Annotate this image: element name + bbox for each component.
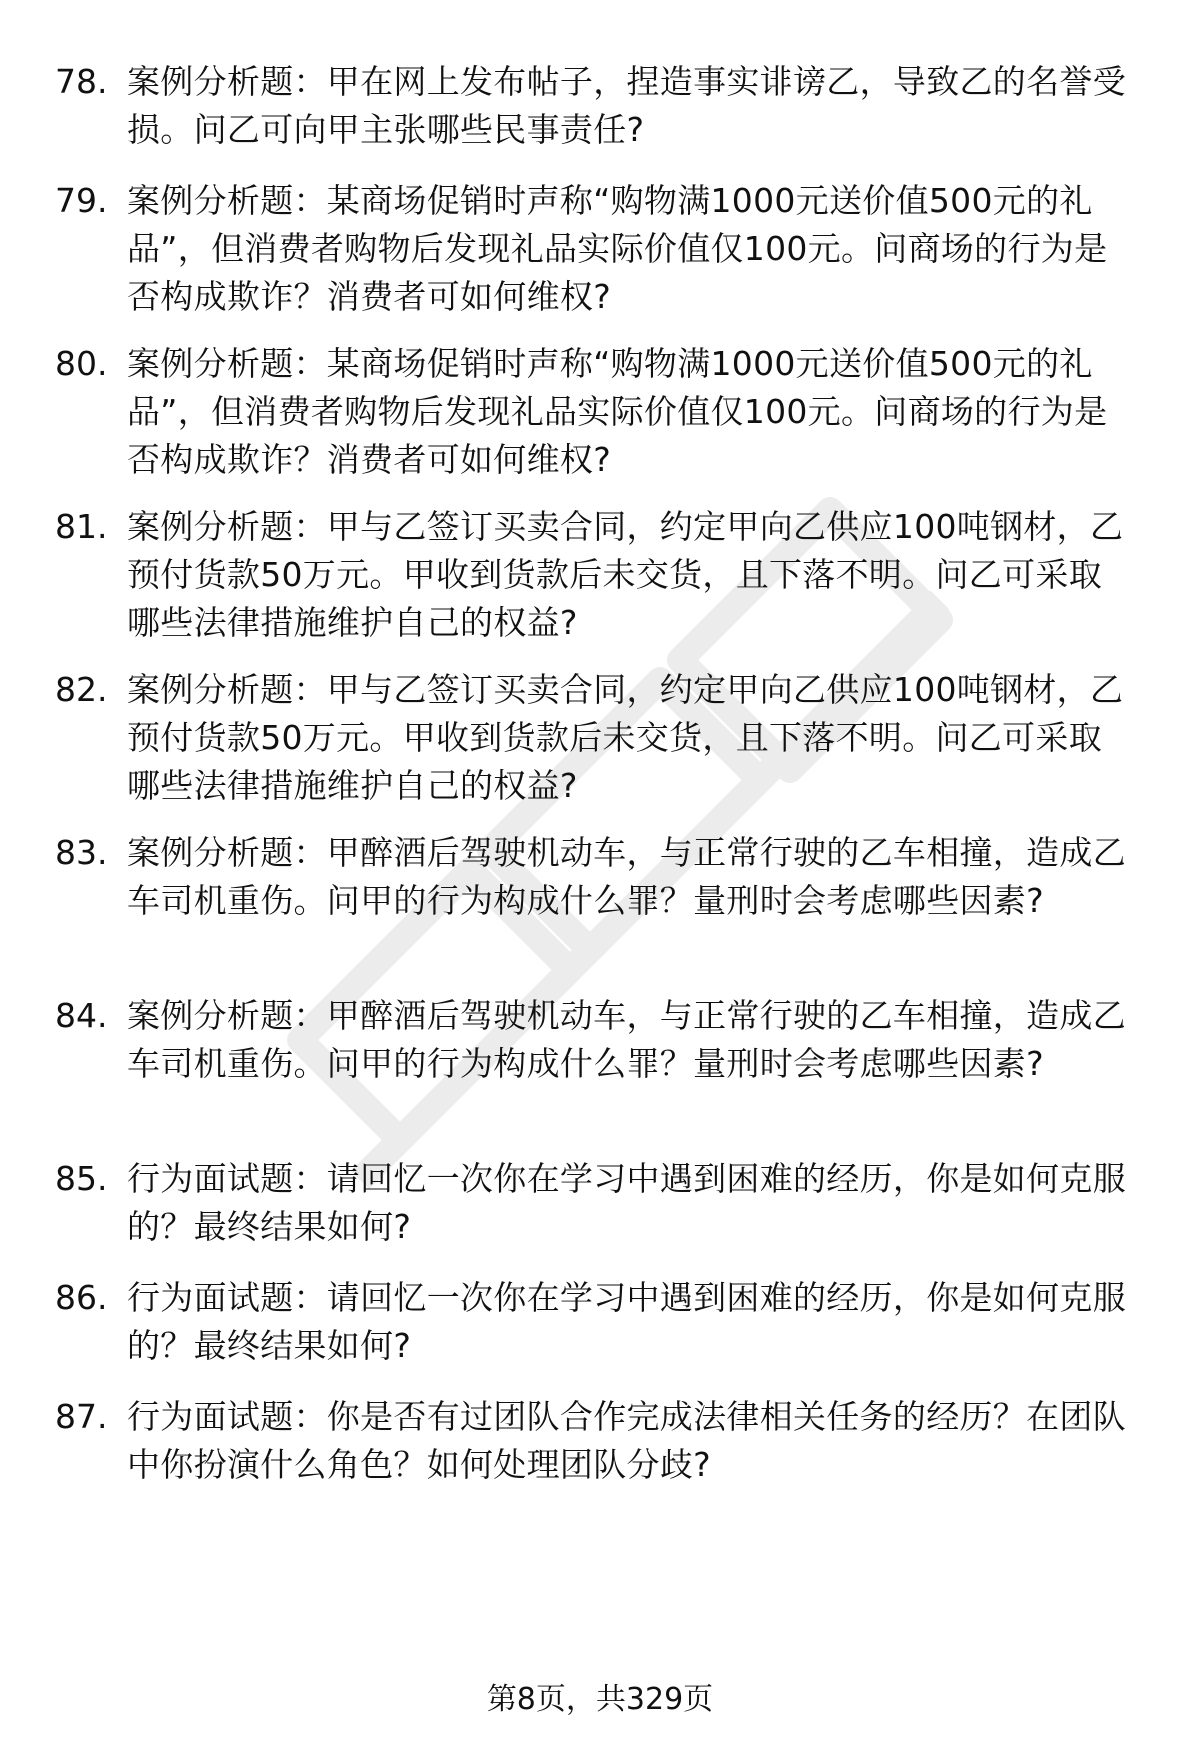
question-list: [55, 58, 1155, 1512]
question-item: [55, 1155, 1155, 1274]
question-text: 案例分析题：甲与乙签订买卖合同，约定甲向乙供应100吨钢材，乙预付货款50万元。甲收到货款后未交货，且下落不明。问乙可采取哪些法律措施维护自己的权益?: [127, 670, 1124, 805]
question-item: [55, 58, 1155, 177]
question-text: 行为面试题：请回忆一次你在学习中遇到困难的经历，你是如何克服的？最终结果如何?: [127, 1278, 1126, 1365]
question-number: 84.: [55, 996, 108, 1035]
question-number: 79.: [55, 181, 108, 220]
question-text: 行为面试题：请回忆一次你在学习中遇到困难的经历，你是如何克服的？最终结果如何?: [127, 1159, 1126, 1246]
question-number: 87.: [55, 1397, 108, 1436]
question-number: 81.: [55, 507, 108, 546]
question-item: [55, 992, 1155, 1155]
question-text: 案例分析题：甲醉酒后驾驶机动车，与正常行驶的乙车相撞，造成乙车司机重伤。问甲的行为构成什么罪？量刑时会考虑哪些因素?: [127, 996, 1126, 1083]
question-number: 78.: [55, 62, 108, 101]
question-item: [55, 177, 1155, 340]
question-item: [55, 1274, 1155, 1393]
question-item: [55, 503, 1155, 666]
question-item: [55, 340, 1155, 503]
question-number: 83.: [55, 833, 108, 872]
question-number: 80.: [55, 344, 108, 383]
question-text: 行为面试题：你是否有过团队合作完成法律相关任务的经历？在团队中你扮演什么角色？如何处理团队分歧?: [127, 1397, 1126, 1484]
question-text: 案例分析题：甲醉酒后驾驶机动车，与正常行驶的乙车相撞，造成乙车司机重伤。问甲的行为构成什么罪？量刑时会考虑哪些因素?: [127, 833, 1126, 920]
question-text: 案例分析题：甲与乙签订买卖合同，约定甲向乙供应100吨钢材，乙预付货款50万元。甲收到货款后未交货，且下落不明。问乙可采取哪些法律措施维护自己的权益?: [127, 507, 1124, 642]
question-text: 案例分析题：某商场促销时声称“购物满1000元送价值500元的礼品”，但消费者购物后发现礼品实际价值仅100元。问商场的行为是否构成欺诈？消费者可如何维权?: [127, 181, 1108, 316]
question-number: 86.: [55, 1278, 108, 1317]
question-number: 82.: [55, 670, 108, 709]
page-footer: 第8页，共329页: [486, 1682, 714, 1717]
question-item: [55, 666, 1155, 829]
question-item: [55, 1393, 1155, 1512]
question-text: 案例分析题：甲在网上发布帖子，捏造事实诽谤乙，导致乙的名誉受损。问乙可向甲主张哪些民事责任?: [127, 62, 1126, 149]
question-number: 85.: [55, 1159, 108, 1198]
question-item: [55, 829, 1155, 992]
question-text: 案例分析题：某商场促销时声称“购物满1000元送价值500元的礼品”，但消费者购物后发现礼品实际价值仅100元。问商场的行为是否构成欺诈？消费者可如何维权?: [127, 344, 1108, 479]
